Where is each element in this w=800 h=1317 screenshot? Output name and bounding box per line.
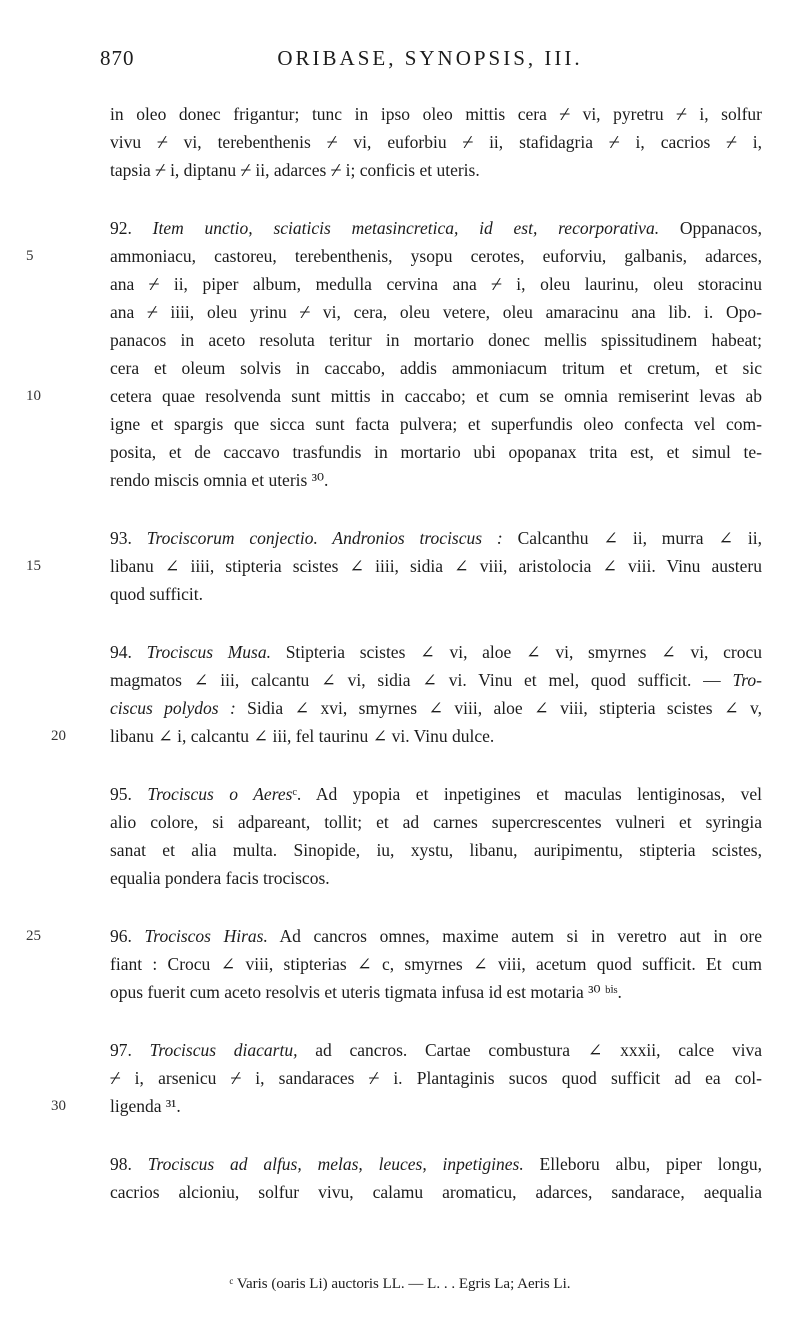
- text-segment: cacrios alcioniu, solfur vivu, calamu aromaticu, adarces, sandarace, aequalia: [110, 1182, 762, 1202]
- text-line: [110, 950, 762, 978]
- text-line: [110, 1064, 762, 1092]
- text-segment: fiant : Crocu ∠ viii, stipterias ∠ c, smyrnes ∠ viii, acetum quod sufficit. Et cum: [110, 954, 762, 974]
- text-line: [26, 922, 763, 950]
- page-number: 870: [100, 46, 135, 70]
- text-line: [110, 808, 762, 836]
- italic-text: Trociscus diacartu,: [149, 1040, 298, 1060]
- text-line: [110, 580, 762, 608]
- text-line: [26, 242, 762, 270]
- text-segment: Ad cancros omnes, maxime autem si in veretro aut in ore: [267, 926, 763, 946]
- text-line: [110, 836, 762, 864]
- text-segment: 98.: [110, 1154, 148, 1174]
- italic-text: Trociscos Hiras.: [144, 926, 268, 946]
- text-segment: Calcanthu ∠ ii, murra ∠ ii,: [502, 528, 763, 548]
- text-line: [110, 1150, 762, 1178]
- text-segment: vivu ⌿ vi, terebenthenis ⌿ vi, euforbiu ⌿ ii, stafidagria ⌿ i, cacrios ⌿ i,: [110, 132, 762, 152]
- paragraph-gap: [110, 1006, 762, 1036]
- text-line: [110, 438, 762, 466]
- page-header: [100, 46, 760, 80]
- text-line: [110, 214, 762, 242]
- text-line: [110, 666, 762, 694]
- text-segment: Stipteria scistes ∠ vi, aloe ∠ vi, smyrnes ∠ vi, crocu: [271, 642, 762, 662]
- line-number: 25: [26, 928, 41, 944]
- text-line: [110, 1036, 762, 1064]
- text-segment: equalia pondera facis trociscos.: [110, 868, 330, 888]
- text-segment: Sidia ∠ xvi, smyrnes ∠ viii, aloe ∠ viii, stipteria scistes ∠ v,: [235, 698, 762, 718]
- text-segment: in oleo donec frigantur; tunc in ipso oleo mittis cera ⌿ vi, pyretru ⌿ i, solfur: [110, 104, 762, 124]
- text-line: [26, 552, 762, 580]
- line-number: 20: [51, 728, 66, 744]
- text-line: [110, 694, 762, 722]
- text-segment: igne et spargis que sicca sunt facta pulvera; et superfundis oleo confecta vel com-: [110, 414, 762, 434]
- italic-text: Trociscorum conjectio. Andronios trociscus :: [146, 528, 503, 548]
- paragraph-gap: [110, 608, 762, 638]
- paragraph-gap: [110, 892, 762, 922]
- running-title: ORIBASE, SYNOPSIS, III.: [277, 46, 583, 70]
- text-segment: cetera quae resolvenda sunt mittis in caccabo; et cum se omnia remiserint levas ab: [110, 386, 762, 406]
- text-line: [51, 722, 762, 750]
- text-segment: 95.: [110, 784, 148, 804]
- text-segment: 97.: [110, 1040, 150, 1060]
- text-segment: tapsia ⌿ i, diptanu ⌿ ii, adarces ⌿ i; conficis et uteris.: [110, 160, 480, 180]
- text-segment: 93.: [110, 528, 147, 548]
- text-segment: sanat et alia multa. Sinopide, iu, xystu, libanu, auripimentu, stipteria scistes,: [110, 840, 762, 860]
- italic-text: Trociscus o Aeres: [147, 784, 293, 804]
- text-segment: ad cancros. Cartae combustura ∠ xxxii, calce viva: [297, 1040, 763, 1060]
- text-segment: ana ⌿ iiii, oleu yrinu ⌿ vi, cera, oleu vetere, oleu amaracinu ana lib. i. Opo-: [110, 302, 762, 322]
- paragraph-gap: [110, 184, 762, 214]
- text-line: [110, 466, 762, 494]
- text-segment: rendo miscis omnia et uteris ³⁰.: [110, 470, 329, 490]
- text-segment: alio colore, si adpareant, tollit; et ad carnes supercrescentes vulneri et syringia: [110, 812, 762, 832]
- text-line: [110, 638, 762, 666]
- paragraph-gap: [110, 494, 762, 524]
- text-segment: libanu ∠ i, calcantu ∠ iii, fel taurinu ∠ vi. Vinu dulce.: [110, 726, 495, 746]
- text-line: [26, 382, 762, 410]
- line-number: 15: [26, 558, 41, 574]
- text-line: [110, 270, 762, 298]
- text-segment: ana ⌿ ii, piper album, medulla cervina ana ⌿ i, oleu laurinu, oleu storacinu: [110, 274, 762, 294]
- text-line: [110, 864, 762, 892]
- body-text: [26, 100, 763, 1206]
- paragraph-gap: [110, 1120, 762, 1150]
- text-segment: opus fuerit cum aceto resolvis et uteris tigmata infusa id est motaria ³⁰ ᵇⁱˢ.: [110, 982, 622, 1002]
- text-line: [110, 100, 762, 128]
- text-segment: ⌿ i, arsenicu ⌿ i, sandaraces ⌿ i. Plantaginis sucos quod sufficit ad ea col-: [110, 1068, 762, 1088]
- line-number: 10: [26, 388, 41, 404]
- text-segment: 94.: [110, 642, 147, 662]
- text-line: [110, 524, 762, 552]
- text-line: [110, 128, 762, 156]
- footnote: ᶜ Varis (oaris Li) auctoris LL. — L. . . Egris La; Aeris Li.: [229, 1276, 571, 1292]
- text-line: [110, 326, 762, 354]
- line-number: 30: [51, 1098, 66, 1114]
- text-line: [110, 978, 762, 1006]
- text-line: [110, 1178, 762, 1206]
- text-line: [110, 410, 762, 438]
- text-segment: Elleboru albu, piper longu,: [523, 1154, 763, 1174]
- text-segment: 96.: [110, 926, 145, 946]
- text-line: [110, 298, 762, 326]
- text-segment: 92.: [110, 218, 153, 238]
- text-segment: posita, et de caccavo trasfundis in mortario ubi opopanax trita est, et simul te-: [110, 442, 762, 462]
- italic-text: Tro-: [732, 670, 762, 690]
- text-segment: Oppanacos,: [659, 218, 762, 238]
- text-line: [110, 156, 762, 184]
- text-line: [110, 780, 762, 808]
- text-line: [51, 1092, 762, 1120]
- text-segment: cera et oleum solvis in caccabo, addis ammoniacum tritum et cretum, et sic: [110, 358, 762, 378]
- text-segment: ligenda ³¹.: [110, 1096, 181, 1116]
- text-segment: libanu ∠ iiii, stipteria scistes ∠ iiii, sidia ∠ viii, aristolocia ∠ viii. Vinu austeru: [110, 556, 762, 576]
- italic-text: Trociscus ad alfus, melas, leuces, inpetigines.: [147, 1154, 524, 1174]
- italic-text: ciscus polydos :: [110, 698, 236, 718]
- text-segment: ᶜ. Ad ypopia et inpetigines et maculas lentiginosas, vel: [292, 784, 763, 804]
- italic-text: Trociscus Musa.: [146, 642, 271, 662]
- line-number: 5: [26, 248, 34, 264]
- text-segment: quod sufficit.: [110, 584, 204, 604]
- italic-text: Item unctio, sciaticis metasincretica, id est, recorporativa.: [152, 218, 660, 238]
- text-segment: magmatos ∠ iii, calcantu ∠ vi, sidia ∠ vi. Vinu et mel, quod sufficit. —: [110, 670, 733, 690]
- paragraph-gap: [110, 750, 762, 780]
- text-segment: ammoniacu, castoreu, terebenthenis, ysopu cerotes, euforviu, galbanis, adarces,: [110, 246, 762, 266]
- text-line: [110, 354, 762, 382]
- text-segment: panacos in aceto resoluta teritur in mortario donec mellis spissitudinem habeat;: [110, 330, 762, 350]
